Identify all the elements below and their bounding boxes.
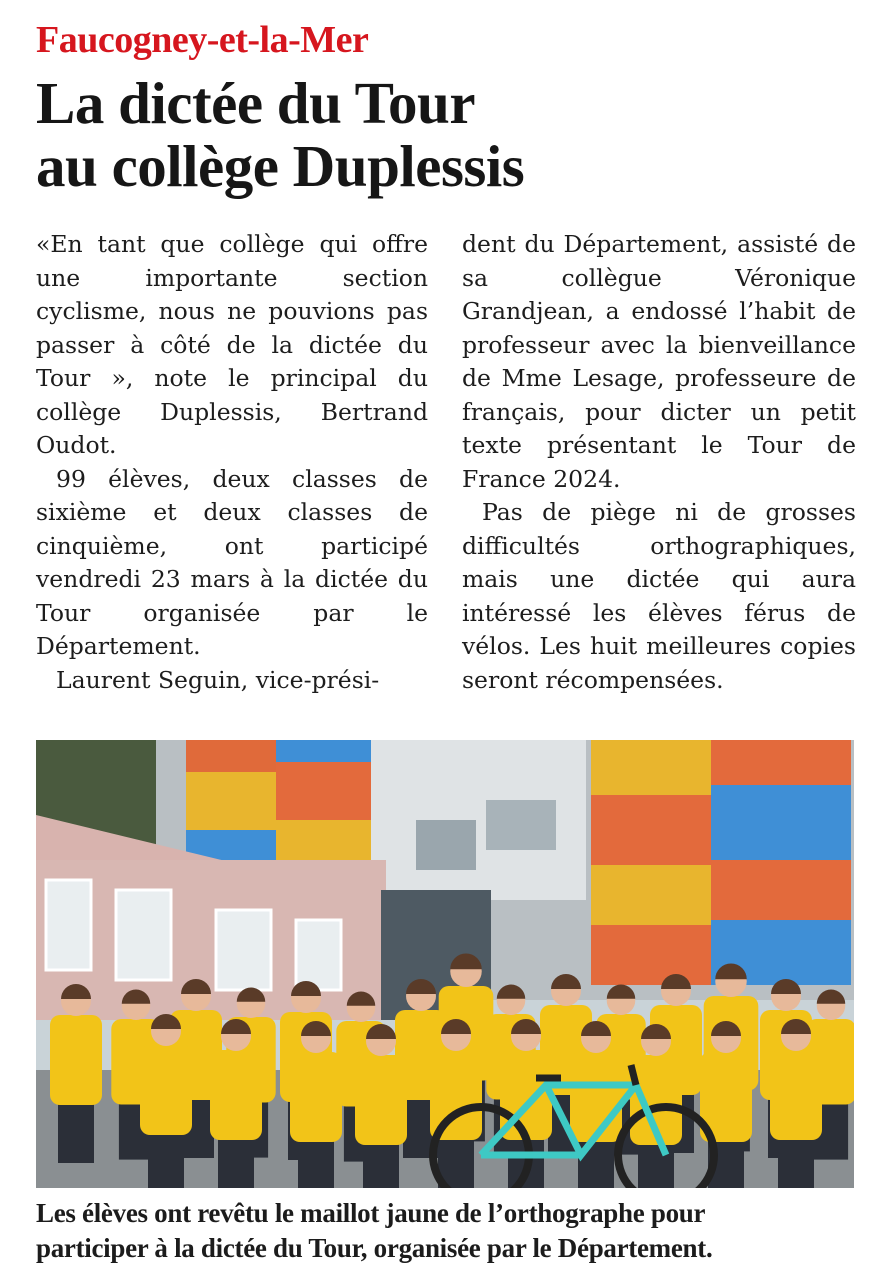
headline-line-1: La dictée du Tour xyxy=(36,70,476,136)
article-column-left xyxy=(36,228,428,697)
article-kicker: Faucogney-et-la-Mer xyxy=(36,19,369,61)
group-photo-illustration xyxy=(36,740,854,1188)
caption-line-2: participer à la dictée du Tour, organisée par le Département. xyxy=(36,1233,713,1263)
caption-line-1: Les élèves ont revêtu le maillot jaune de l’orthographe pour xyxy=(36,1198,706,1228)
paragraph-1: «En tant que collège qui offre une importante section cyclisme, nous ne pouvions pas passer à côté de la dictée du Tour », note le principal du collège Duplessis, Bertrand Oudot. xyxy=(36,230,428,459)
paragraph-4: Pas de piège ni de grosses difficultés orthographiques, mais une dictée qui aura intéressé les élèves férus de vélos. Les huit meilleures copies seront récompensées. xyxy=(462,498,856,694)
photo-caption xyxy=(36,1196,854,1266)
article-photo xyxy=(36,740,854,1188)
article-headline xyxy=(36,72,846,198)
paragraph-3-start: Laurent Seguin, vice-prési- xyxy=(56,665,380,694)
paragraph-2: 99 élèves, deux classes de sixième et deux classes de cinquième, ont participé vendredi 23 mars à la dictée du Tour organisée par le Département. xyxy=(36,464,428,660)
paragraph-3-continued: dent du Département, assisté de sa collègue Véronique Grandjean, a endossé l’habit de professeur avec la bienveillance de Mme Lesage, professeure de français, pour dicter un petit texte présentant le Tour de France 2024. xyxy=(462,230,856,493)
article-column-right xyxy=(462,228,856,697)
headline-line-2: au collège Duplessis xyxy=(36,133,525,199)
